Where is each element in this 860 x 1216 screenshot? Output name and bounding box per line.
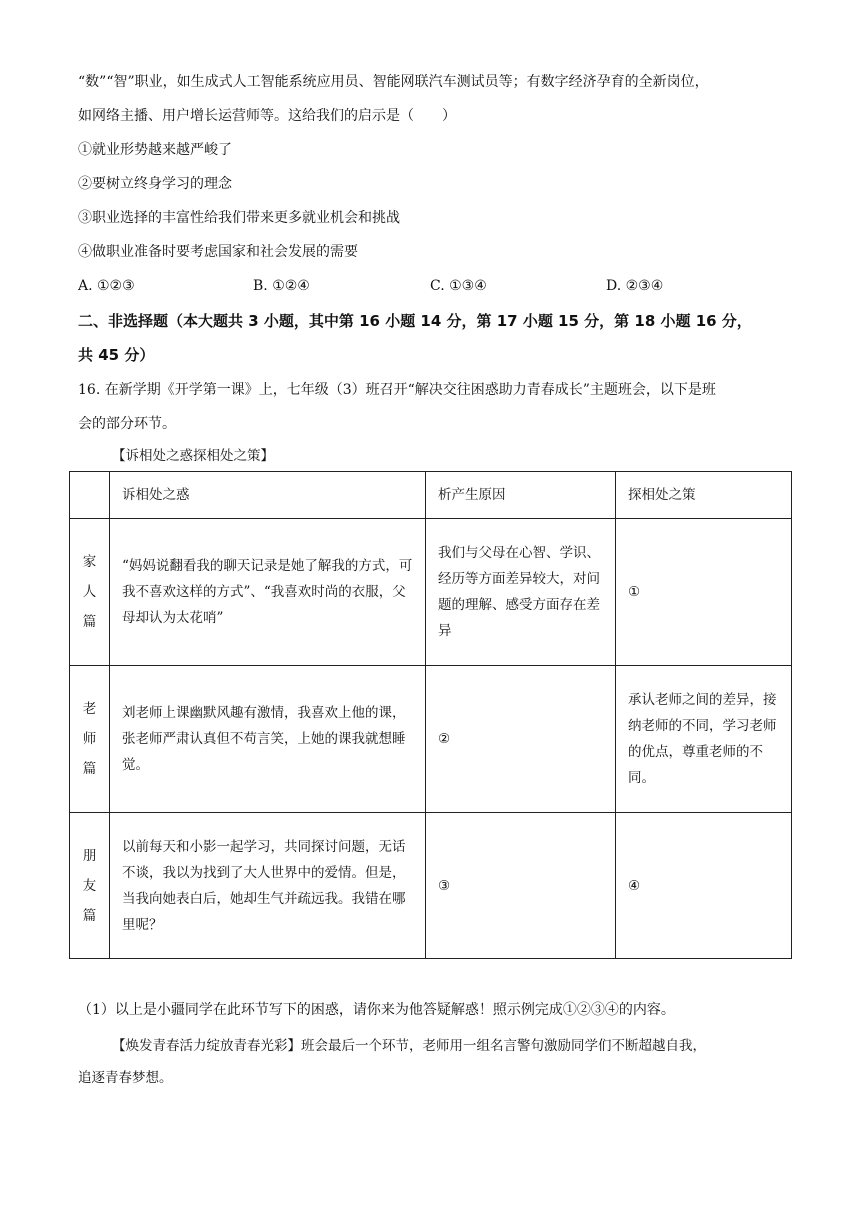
table-header-cell: 探相处之策: [616, 472, 792, 519]
row-category: 朋 友 篇: [70, 813, 110, 959]
option-d: D. ②③④: [606, 278, 664, 294]
confusion-cell: “妈妈说翻看我的聊天记录是她了解我的方式，可我不喜欢这样的方式”、“我喜欢时尚的衣服，父母却认为太花哨”: [110, 519, 426, 666]
section-heading-cont: 共 45 分）: [78, 346, 155, 364]
table-header-row: [70, 472, 792, 519]
row-category: 老 师 篇: [70, 666, 110, 813]
q16-stem-cont: 会的部分环节。: [78, 416, 176, 432]
option-b: B. ①②④: [253, 278, 310, 294]
reason-cell: ③: [426, 813, 616, 959]
table-row: [70, 666, 792, 813]
strategy-cell: 承认老师之间的差异，接纳老师的不同，学习老师的优点，尊重老师的不同。: [616, 666, 792, 813]
q16-subtitle-2-cont: 追逐青春梦想。: [78, 1070, 173, 1086]
row-category: 家 人 篇: [70, 519, 110, 666]
table-header-cell: 析产生原因: [426, 472, 616, 519]
question-stem-line: 如网络主播、用户增长运营师等。这给我们的启示是（ ）: [78, 108, 456, 124]
table-row: [70, 519, 792, 666]
table-header-cell: [70, 472, 110, 519]
option-a: A. ①②③: [78, 278, 135, 294]
statement-2: ②要树立终身学习的理念: [78, 176, 232, 192]
confusion-table: [69, 471, 792, 959]
confusion-cell: 以前每天和小影一起学习，共同探讨问题，无话不谈，我以为找到了大人世界中的爱情。但是，当我向她表白后，她却生气并疏远我。我错在哪里呢？: [110, 813, 426, 959]
strategy-cell: ①: [616, 519, 792, 666]
statement-1: ①就业形势越来越严峻了: [78, 142, 232, 158]
statement-3: ③职业选择的丰富性给我们带来更多就业机会和挑战: [78, 210, 400, 226]
reason-cell: 我们与父母在心智、学识、经历等方面差异较大，对问题的理解、感受方面存在差异: [426, 519, 616, 666]
table-header-cell: 诉相处之惑: [110, 472, 426, 519]
q16-stem: 16. 在新学期《开学第一课》上，七年级（3）班召开“解决交往困惑助力青春成长”主题班会，以下是班: [78, 382, 716, 398]
strategy-cell: ④: [616, 813, 792, 959]
option-c: C. ①③④: [430, 278, 487, 294]
q16-subtitle: 【诉相处之惑探相处之策】: [112, 448, 274, 464]
section-heading: 二、非选择题（本大题共 3 小题，其中第 16 小题 14 分，第 17 小题 15 分，第 18 小题 16 分，: [78, 312, 752, 330]
q16-subquestion-1: （1）以上是小疆同学在此环节写下的困惑，请你来为他答疑解惑！照示例完成①②③④的内容。: [78, 1002, 675, 1018]
confusion-cell: 刘老师上课幽默风趣有激情，我喜欢上他的课，张老师严肃认真但不苟言笑，上她的课我就想睡觉。: [110, 666, 426, 813]
q16-subtitle-2: 【焕发青春活力绽放青春光彩】班会最后一个环节，老师用一组名言警句激励同学们不断超越自我，: [112, 1038, 706, 1054]
table-row: [70, 813, 792, 959]
reason-cell: ②: [426, 666, 616, 813]
question-stem-line: “数”“智”职业，如生成式人工智能系统应用员、智能网联汽车测试员等；有数字经济孕育的全新岗位，: [78, 74, 709, 90]
statement-4: ④做职业准备时要考虑国家和社会发展的需要: [78, 244, 358, 260]
